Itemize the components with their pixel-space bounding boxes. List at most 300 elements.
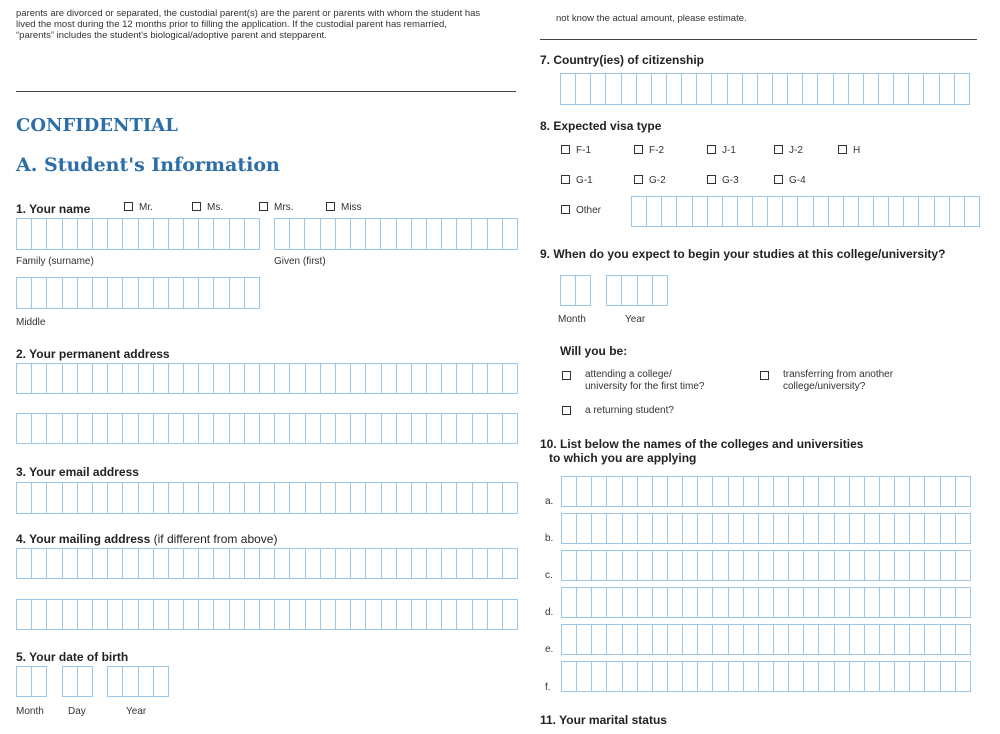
char-box[interactable] [956,587,971,618]
char-box[interactable] [607,624,622,655]
char-box[interactable] [154,666,169,697]
char-box[interactable] [351,599,366,630]
char-box[interactable] [591,73,606,105]
char-box[interactable] [729,661,744,692]
char-box[interactable] [850,476,865,507]
dob-year-boxes[interactable] [107,666,169,697]
char-box[interactable] [199,413,214,444]
char-box[interactable] [835,587,850,618]
visa-f2[interactable]: F-2 [634,145,664,156]
char-box[interactable] [214,363,229,394]
title-option-mr[interactable]: Mr. [124,202,153,213]
char-box[interactable] [668,587,683,618]
char-box[interactable] [169,277,184,309]
char-box[interactable] [382,482,397,514]
char-box[interactable] [880,587,895,618]
char-box[interactable] [744,624,759,655]
char-box[interactable] [560,73,576,105]
char-box[interactable] [457,599,472,630]
char-box[interactable] [139,666,154,697]
char-box[interactable] [606,275,622,306]
char-box[interactable] [819,513,834,544]
char-box[interactable] [32,482,47,514]
char-box[interactable] [683,661,698,692]
char-box[interactable] [653,476,668,507]
char-box[interactable] [108,363,123,394]
char-box[interactable] [592,624,607,655]
char-box[interactable] [941,513,956,544]
char-box[interactable] [154,482,169,514]
char-box[interactable] [139,218,154,250]
char-box[interactable] [32,363,47,394]
char-box[interactable] [139,482,154,514]
start-month-boxes[interactable] [560,275,591,306]
char-box[interactable] [859,196,874,227]
char-box[interactable] [713,476,728,507]
char-box[interactable] [488,548,503,579]
char-box[interactable] [758,73,773,105]
char-box[interactable] [154,413,169,444]
char-box[interactable] [488,482,503,514]
char-box[interactable] [93,363,108,394]
char-box[interactable] [78,482,93,514]
char-box[interactable] [214,277,229,309]
char-box[interactable] [290,482,305,514]
char-box[interactable] [472,218,487,250]
char-box[interactable] [668,550,683,581]
char-box[interactable] [759,476,774,507]
visa-h-checkbox[interactable] [838,145,847,154]
char-box[interactable] [47,277,62,309]
char-box[interactable] [184,599,199,630]
char-box[interactable] [577,624,592,655]
char-box[interactable] [139,413,154,444]
char-box[interactable] [321,218,336,250]
mailing-address-line1[interactable] [16,548,518,579]
char-box[interactable] [708,196,723,227]
char-box[interactable] [638,275,653,306]
char-box[interactable] [503,599,518,630]
char-box[interactable] [63,548,78,579]
char-box[interactable] [744,587,759,618]
char-box[interactable] [653,661,668,692]
char-box[interactable] [230,277,245,309]
char-box[interactable] [729,513,744,544]
char-box[interactable] [336,218,351,250]
visa-g1[interactable]: G-1 [561,175,593,186]
char-box[interactable] [503,482,518,514]
char-box[interactable] [668,513,683,544]
visa-other[interactable]: Other [561,205,601,216]
char-box[interactable] [623,550,638,581]
char-box[interactable] [768,196,783,227]
char-box[interactable] [336,363,351,394]
char-box[interactable] [245,413,260,444]
char-box[interactable] [622,73,637,105]
char-box[interactable] [638,624,653,655]
char-box[interactable] [427,413,442,444]
visa-other-boxes[interactable] [631,196,980,227]
char-box[interactable] [653,550,668,581]
char-box[interactable] [123,548,138,579]
visa-h[interactable]: H [838,145,860,156]
middle-name-boxes[interactable] [16,277,260,309]
char-box[interactable] [677,196,692,227]
char-box[interactable] [16,413,32,444]
char-box[interactable] [623,476,638,507]
start-year-boxes[interactable] [606,275,668,306]
char-box[interactable] [941,476,956,507]
char-box[interactable] [199,548,214,579]
char-box[interactable] [693,196,708,227]
char-box[interactable] [351,413,366,444]
char-box[interactable] [925,661,940,692]
char-box[interactable] [275,599,290,630]
char-box[interactable] [950,196,965,227]
char-box[interactable] [93,277,108,309]
char-box[interactable] [683,587,698,618]
char-box[interactable] [16,482,32,514]
char-box[interactable] [607,587,622,618]
first-time-checkbox[interactable] [562,371,571,380]
char-box[interactable] [260,363,275,394]
char-box[interactable] [965,196,980,227]
char-box[interactable] [956,476,971,507]
char-box[interactable] [290,218,305,250]
char-box[interactable] [123,218,138,250]
college-row-c-boxes[interactable] [561,550,971,581]
permanent-address-line1[interactable] [16,363,518,394]
char-box[interactable] [925,513,940,544]
char-box[interactable] [306,413,321,444]
char-box[interactable] [488,599,503,630]
permanent-address-line2[interactable] [16,413,518,444]
char-box[interactable] [382,548,397,579]
char-box[interactable] [835,476,850,507]
char-box[interactable] [561,587,577,618]
char-box[interactable] [880,550,895,581]
mailing-address-line2[interactable] [16,599,518,630]
title-option-miss[interactable]: Miss [326,202,362,213]
visa-j2-checkbox[interactable] [774,145,783,154]
visa-f1-checkbox[interactable] [561,145,570,154]
char-box[interactable] [442,363,457,394]
visa-f2-checkbox[interactable] [634,145,643,154]
char-box[interactable] [503,548,518,579]
char-box[interactable] [956,513,971,544]
char-box[interactable] [503,218,518,250]
char-box[interactable] [774,587,789,618]
char-box[interactable] [214,548,229,579]
char-box[interactable] [382,599,397,630]
char-box[interactable] [910,587,925,618]
char-box[interactable] [366,482,381,514]
char-box[interactable] [774,476,789,507]
char-box[interactable] [844,196,859,227]
char-box[interactable] [336,548,351,579]
char-box[interactable] [818,73,833,105]
char-box[interactable] [154,277,169,309]
char-box[interactable] [774,513,789,544]
char-box[interactable] [169,218,184,250]
char-box[interactable] [412,482,427,514]
char-box[interactable] [819,587,834,618]
char-box[interactable] [382,413,397,444]
char-box[interactable] [108,277,123,309]
char-box[interactable] [865,513,880,544]
char-box[interactable] [321,413,336,444]
visa-j1[interactable]: J-1 [707,145,736,156]
char-box[interactable] [637,73,652,105]
char-box[interactable] [773,73,788,105]
char-box[interactable] [683,513,698,544]
char-box[interactable] [245,218,260,250]
char-box[interactable] [245,548,260,579]
char-box[interactable] [910,513,925,544]
char-box[interactable] [108,599,123,630]
visa-other-checkbox[interactable] [561,205,570,214]
char-box[interactable] [925,550,940,581]
char-box[interactable] [93,548,108,579]
dob-month-boxes[interactable] [16,666,47,697]
char-box[interactable] [925,587,940,618]
char-box[interactable] [321,482,336,514]
char-box[interactable] [577,587,592,618]
char-box[interactable] [78,413,93,444]
char-box[interactable] [759,624,774,655]
char-box[interactable] [956,661,971,692]
char-box[interactable] [623,624,638,655]
char-box[interactable] [638,587,653,618]
char-box[interactable] [397,218,412,250]
char-box[interactable] [638,661,653,692]
char-box[interactable] [607,513,622,544]
char-box[interactable] [941,624,956,655]
char-box[interactable] [442,218,457,250]
char-box[interactable] [774,624,789,655]
ms-checkbox[interactable] [192,202,201,211]
char-box[interactable] [351,482,366,514]
char-box[interactable] [366,413,381,444]
dob-day-boxes[interactable] [62,666,93,697]
char-box[interactable] [32,277,47,309]
char-box[interactable] [850,587,865,618]
visa-f1[interactable]: F-1 [561,145,591,156]
char-box[interactable] [895,513,910,544]
char-box[interactable] [93,482,108,514]
char-box[interactable] [16,548,32,579]
char-box[interactable] [668,624,683,655]
char-box[interactable] [123,666,138,697]
char-box[interactable] [850,550,865,581]
char-box[interactable] [274,218,290,250]
char-box[interactable] [804,513,819,544]
char-box[interactable] [275,548,290,579]
char-box[interactable] [561,513,577,544]
char-box[interactable] [834,73,849,105]
char-box[interactable] [941,661,956,692]
char-box[interactable] [427,599,442,630]
char-box[interactable] [728,73,743,105]
char-box[interactable] [412,548,427,579]
char-box[interactable] [744,476,759,507]
char-box[interactable] [910,550,925,581]
char-box[interactable] [941,587,956,618]
char-box[interactable] [698,661,713,692]
char-box[interactable] [275,413,290,444]
char-box[interactable] [457,363,472,394]
char-box[interactable] [457,218,472,250]
visa-g3-checkbox[interactable] [707,175,716,184]
char-box[interactable] [32,599,47,630]
char-box[interactable] [397,599,412,630]
char-box[interactable] [123,413,138,444]
char-box[interactable] [488,218,503,250]
char-box[interactable] [351,548,366,579]
char-box[interactable] [63,277,78,309]
char-box[interactable] [397,548,412,579]
char-box[interactable] [290,548,305,579]
char-box[interactable] [230,548,245,579]
char-box[interactable] [697,73,712,105]
char-box[interactable] [123,599,138,630]
char-box[interactable] [850,661,865,692]
char-box[interactable] [275,363,290,394]
char-box[interactable] [473,413,488,444]
char-box[interactable] [366,548,381,579]
char-box[interactable] [290,599,305,630]
char-box[interactable] [668,661,683,692]
char-box[interactable] [488,413,503,444]
char-box[interactable] [738,196,753,227]
char-box[interactable] [245,482,260,514]
char-box[interactable] [561,624,577,655]
char-box[interactable] [606,73,621,105]
char-box[interactable] [956,624,971,655]
char-box[interactable] [16,599,32,630]
char-box[interactable] [894,73,909,105]
char-box[interactable] [107,666,123,697]
char-box[interactable] [865,624,880,655]
char-box[interactable] [925,624,940,655]
char-box[interactable] [592,513,607,544]
char-box[interactable] [78,548,93,579]
char-box[interactable] [895,661,910,692]
char-box[interactable] [850,624,865,655]
char-box[interactable] [789,476,804,507]
char-box[interactable] [865,550,880,581]
char-box[interactable] [139,548,154,579]
char-box[interactable] [940,73,955,105]
char-box[interactable] [260,482,275,514]
char-box[interactable] [184,482,199,514]
char-box[interactable] [607,550,622,581]
char-box[interactable] [865,476,880,507]
char-box[interactable] [381,218,396,250]
char-box[interactable] [63,413,78,444]
char-box[interactable] [880,513,895,544]
char-box[interactable] [503,363,518,394]
char-box[interactable] [154,218,169,250]
char-box[interactable] [561,661,577,692]
char-box[interactable] [865,661,880,692]
char-box[interactable] [759,550,774,581]
char-box[interactable] [698,476,713,507]
char-box[interactable] [889,196,904,227]
char-box[interactable] [744,550,759,581]
char-box[interactable] [169,599,184,630]
char-box[interactable] [412,363,427,394]
char-box[interactable] [93,413,108,444]
char-box[interactable] [47,548,62,579]
char-box[interactable] [729,476,744,507]
char-box[interactable] [32,548,47,579]
char-box[interactable] [230,218,245,250]
char-box[interactable] [577,476,592,507]
char-box[interactable] [729,624,744,655]
char-box[interactable] [910,476,925,507]
char-box[interactable] [473,599,488,630]
char-box[interactable] [910,624,925,655]
char-box[interactable] [874,196,889,227]
char-box[interactable] [245,599,260,630]
char-box[interactable] [16,363,32,394]
char-box[interactable] [713,661,728,692]
char-box[interactable] [743,73,758,105]
char-box[interactable] [935,196,950,227]
char-box[interactable] [638,550,653,581]
char-box[interactable] [108,413,123,444]
char-box[interactable] [819,476,834,507]
char-box[interactable] [442,599,457,630]
char-box[interactable] [230,413,245,444]
char-box[interactable] [653,513,668,544]
char-box[interactable] [744,661,759,692]
visa-j1-checkbox[interactable] [707,145,716,154]
char-box[interactable] [32,218,47,250]
miss-checkbox[interactable] [326,202,335,211]
char-box[interactable] [427,218,442,250]
char-box[interactable] [397,482,412,514]
char-box[interactable] [849,73,864,105]
char-box[interactable] [336,413,351,444]
char-box[interactable] [560,275,576,306]
char-box[interactable] [904,196,919,227]
char-box[interactable] [819,624,834,655]
char-box[interactable] [47,599,62,630]
char-box[interactable] [199,277,214,309]
char-box[interactable] [804,624,819,655]
char-box[interactable] [184,363,199,394]
char-box[interactable] [442,548,457,579]
char-box[interactable] [774,550,789,581]
char-box[interactable] [16,218,32,250]
char-box[interactable] [576,73,591,105]
char-box[interactable] [744,513,759,544]
char-box[interactable] [647,196,662,227]
char-box[interactable] [366,218,381,250]
char-box[interactable] [366,363,381,394]
transfer-checkbox[interactable] [760,371,769,380]
char-box[interactable] [865,587,880,618]
char-box[interactable] [789,624,804,655]
char-box[interactable] [895,587,910,618]
mrs-checkbox[interactable] [259,202,268,211]
char-box[interactable] [108,548,123,579]
char-box[interactable] [123,482,138,514]
char-box[interactable] [457,482,472,514]
char-box[interactable] [184,413,199,444]
